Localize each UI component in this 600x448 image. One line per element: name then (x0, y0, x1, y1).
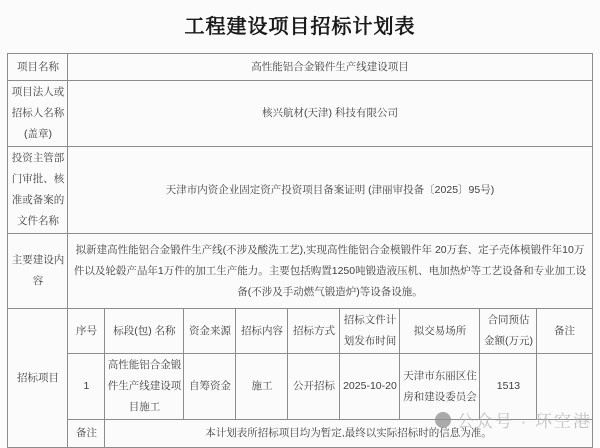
col-header-bid-method: 招标方式 (288, 309, 340, 354)
col-header-package-name: 标段(包) 名称 (105, 309, 184, 354)
row-legal-person (8, 81, 592, 147)
bidding-plan-table (7, 53, 592, 448)
cell-contract-amount: 1513 (480, 354, 537, 420)
cell-publish-time: 2025-10-20 (340, 354, 400, 420)
approval-document-label: 投资主管部门审批、核准或备案的文件名称 (8, 147, 68, 234)
col-header-fund-source: 资金来源 (184, 309, 236, 354)
row-approval-document (8, 147, 592, 234)
col-header-seq: 序号 (68, 309, 105, 354)
cell-trade-venue: 天津市东丽区住房和建设委员会 (400, 354, 480, 420)
approval-document-value: 天津市内资企业固定资产投资项目备案证明 (津丽审投备〔2025〕95号) (68, 147, 592, 234)
row-note (8, 420, 592, 448)
col-header-contract-amount: 合同预估金额(万元) (480, 309, 537, 354)
row-construction-content (8, 234, 592, 309)
construction-content-label: 主要建设内容 (8, 234, 68, 309)
row-project-name (8, 54, 592, 81)
bidding-section-label: 招标项目 (8, 309, 68, 448)
row-bidding-header (8, 309, 592, 354)
cell-remark (537, 354, 592, 420)
col-header-trade-venue: 拟交易场所 (400, 309, 480, 354)
project-name-label: 项目名称 (8, 54, 68, 81)
col-header-remark: 备注 (537, 309, 592, 354)
cell-fund-source: 自筹资金 (184, 354, 236, 420)
cell-seq: 1 (68, 354, 105, 420)
legal-person-value: 核兴航材(天津) 科技有限公司 (68, 81, 592, 147)
bidding-data-row (8, 354, 592, 420)
note-value: 本计划表所招标项目均为暂定,最终以实际招标时的信息为准。 (105, 420, 592, 448)
project-name-value: 高性能铝合金锻件生产线建设项目 (68, 54, 592, 81)
col-header-bid-content: 招标内容 (236, 309, 288, 354)
cell-bid-content: 施工 (236, 354, 288, 420)
construction-content-value: 拟新建高性能铝合金锻件生产线(不涉及酸洗工艺),实现高性能铝合金模锻件年 20万套、定子壳体模锻件年10万件以及轮毂产品年1万件的加工生产能力。主要包括购置1250吨锻造液压机、电加热炉等工艺设备和专业加工设备(不涉及手动燃气锻造炉)等设备设施。 (68, 234, 592, 309)
watermark-text: 公众号 · 环空港 (456, 412, 592, 431)
page-title: 工程建设项目招标计划表 (184, 16, 416, 38)
cell-bid-method: 公开招标 (288, 354, 340, 420)
note-label: 备注 (68, 420, 105, 448)
legal-person-label: 项目法人或招标人名称(盖章) (8, 81, 68, 147)
cell-package-name: 高性能铝合金锻件生产线建设项目施工 (105, 354, 184, 420)
col-header-publish-time: 招标文件计划发布时间 (340, 309, 400, 354)
